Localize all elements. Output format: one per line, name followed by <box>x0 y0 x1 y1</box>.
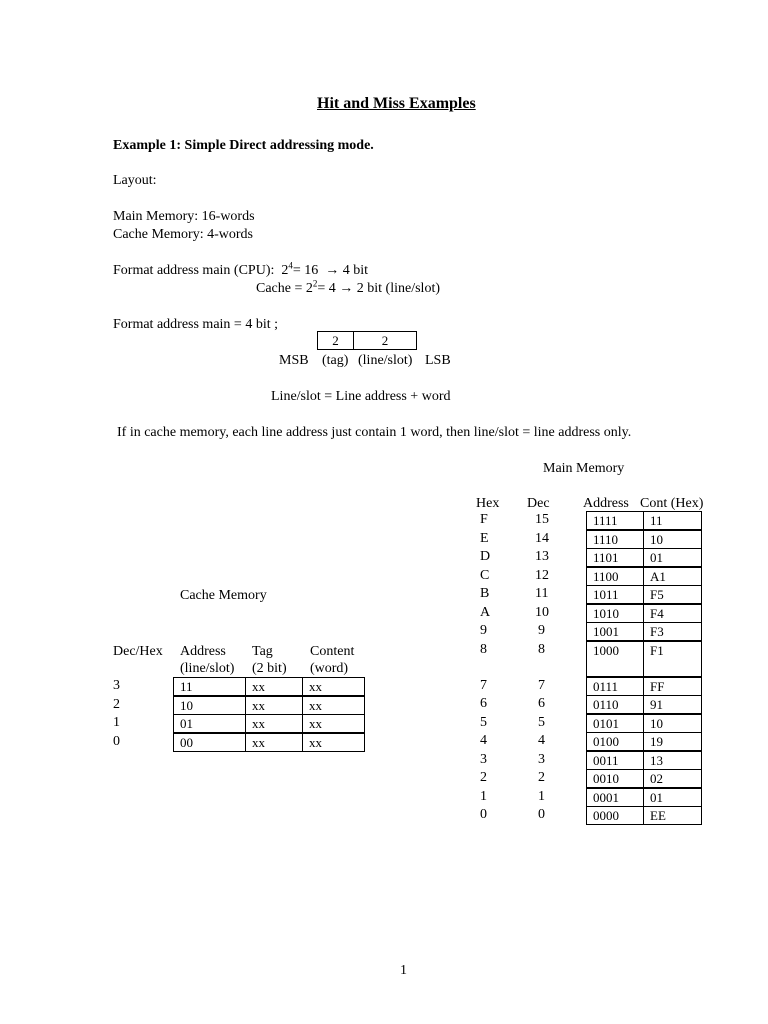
cache-cell-address: 00 <box>173 733 246 752</box>
arrow-right-icon: → <box>339 281 354 296</box>
address-format-box <box>317 331 417 350</box>
mm-cell-address: 0011 <box>586 751 644 770</box>
mm-row-hex: B <box>480 586 490 601</box>
mm-row-dec: 3 <box>538 752 545 767</box>
mm-row-dec: 10 <box>535 605 549 620</box>
mm-row-hex: 8 <box>480 642 487 657</box>
msb-label: MSB <box>279 353 309 368</box>
mm-cell-cont: FF <box>643 677 702 696</box>
cache-header-dechex: Dec/Hex <box>113 644 163 659</box>
cache-prefix: Cache = <box>256 281 306 296</box>
cache-cell-content: xx <box>302 733 365 752</box>
lsb-label: LSB <box>425 353 451 368</box>
mm-cell-address: 1101 <box>586 548 644 567</box>
mm-cell-address: 0001 <box>586 788 644 807</box>
mm-header-hex: Hex <box>476 496 500 511</box>
mm-cell-address: 0010 <box>586 769 644 788</box>
format-address-main-line <box>113 262 368 280</box>
cache-base: 2 <box>305 281 313 296</box>
mm-row-hex: E <box>480 531 489 546</box>
mm-cell-address: 1011 <box>586 585 644 604</box>
cache-cell-address: 10 <box>173 696 246 715</box>
arrow-right-icon: → <box>325 263 340 278</box>
cache-cell-content: xx <box>302 696 365 715</box>
mm-row-hex: A <box>480 605 491 620</box>
mm-row-dec: 8 <box>538 642 545 657</box>
mm-header-address: Address <box>583 496 629 511</box>
mm-row-hex: 9 <box>480 623 487 638</box>
mm-cell-cont: F1 <box>643 641 702 677</box>
mm-row-dec: 15 <box>535 512 549 527</box>
mm-cell-cont: F5 <box>643 585 702 604</box>
mm-row-hex: 4 <box>480 733 487 748</box>
mm-cell-cont: 02 <box>643 769 702 788</box>
line-slot-formula: Line/slot = Line address + word <box>271 389 451 404</box>
mm-cell-cont: 13 <box>643 751 702 770</box>
cache-header-address: Address <box>180 644 226 659</box>
mm-cell-address: 1000 <box>586 641 644 677</box>
cache-cell-address: 01 <box>173 714 246 733</box>
mm-row-hex: C <box>480 568 490 583</box>
layout-label: Layout: <box>113 173 157 188</box>
mm-cell-cont: 01 <box>643 788 702 807</box>
mm-cell-cont: 91 <box>643 695 702 714</box>
mm-cell-address: 1100 <box>586 567 644 586</box>
mm-cell-address: 1010 <box>586 604 644 623</box>
mm-cell-address: 0110 <box>586 695 644 714</box>
cache-cell-tag: xx <box>245 714 303 733</box>
page-number: 1 <box>400 963 407 978</box>
mm-cell-cont: A1 <box>643 567 702 586</box>
main-memory-size: Main Memory: 16-words <box>113 209 255 224</box>
mm-row-dec: 6 <box>538 696 545 711</box>
mm-cell-address: 0111 <box>586 677 644 696</box>
mm-row-hex: 1 <box>480 789 487 804</box>
cache-memory-size: Cache Memory: 4-words <box>113 227 253 242</box>
mm-cell-cont: 10 <box>643 530 702 549</box>
format-cache-line <box>256 280 440 298</box>
format-prefix: Format address main (CPU): <box>113 263 275 278</box>
mm-cell-address: 0100 <box>586 732 644 751</box>
mm-row-dec: 5 <box>538 715 545 730</box>
mm-cell-cont: F3 <box>643 622 702 641</box>
mm-row-dec: 14 <box>535 531 549 546</box>
mm-cell-cont: EE <box>643 806 702 825</box>
mm-header-cont: Cont (Hex) <box>640 496 704 511</box>
mm-row-hex: F <box>480 512 488 527</box>
cache-row-dec: 2 <box>113 697 120 712</box>
cache-cell-tag: xx <box>245 696 303 715</box>
format-base: 2 <box>281 263 289 278</box>
mm-cell-address: 1110 <box>586 530 644 549</box>
mm-row-hex: 3 <box>480 752 487 767</box>
cache-cell-tag: xx <box>245 677 303 696</box>
page-title: Hit and Miss Examples <box>317 95 476 112</box>
format-exponent: 4 <box>288 260 293 271</box>
mm-cell-cont: F4 <box>643 604 702 623</box>
cache-result: 2 bit (line/slot) <box>356 281 440 296</box>
cache-header-content: Content <box>310 644 355 659</box>
tag-bits-cell: 2 <box>332 333 339 348</box>
cache-memory-title: Cache Memory <box>180 588 267 603</box>
cache-cell-content: xx <box>302 677 365 696</box>
cache-rest: = 4 <box>317 281 336 296</box>
mm-row-dec: 0 <box>538 807 545 822</box>
cache-header-tag-sub: (2 bit) <box>252 661 287 676</box>
cache-row-dec: 1 <box>113 715 120 730</box>
mm-row-dec: 13 <box>535 549 549 564</box>
cache-header-tag: Tag <box>252 644 273 659</box>
mm-row-dec: 11 <box>535 586 549 601</box>
format-rest: = 16 <box>292 263 319 278</box>
example-heading: Example 1: Simple Direct addressing mode. <box>113 138 374 153</box>
mm-row-dec: 9 <box>538 623 545 638</box>
mm-row-hex: 7 <box>480 678 487 693</box>
cache-row-dec: 3 <box>113 678 120 693</box>
mm-row-hex: 6 <box>480 696 487 711</box>
cache-exponent: 2 <box>312 278 318 289</box>
cache-header-address-sub: (line/slot) <box>180 661 235 676</box>
format-result: 4 bit <box>342 263 369 278</box>
main-memory-title: Main Memory <box>543 461 625 476</box>
cache-cell-tag: xx <box>245 733 303 752</box>
mm-header-dec: Dec <box>527 496 550 511</box>
tag-label: (tag) <box>322 353 349 368</box>
cache-row-dec: 0 <box>113 734 120 749</box>
mm-cell-address: 0101 <box>586 714 644 733</box>
mm-row-hex: 2 <box>480 770 487 785</box>
mm-row-dec: 1 <box>538 789 545 804</box>
mm-row-dec: 2 <box>538 770 545 785</box>
cache-note: If in cache memory, each line address just contain 1 word, then line/slot = line address only. <box>117 425 632 440</box>
mm-row-dec: 4 <box>538 733 545 748</box>
cache-cell-content: xx <box>302 714 365 733</box>
format-main-4bit: Format address main = 4 bit ; <box>113 317 278 332</box>
mm-cell-address: 1111 <box>586 511 644 530</box>
line-slot-label: (line/slot) <box>358 353 413 368</box>
cache-cell-address: 11 <box>173 677 246 696</box>
mm-row-hex: D <box>480 549 491 564</box>
mm-row-hex: 0 <box>480 807 487 822</box>
line-bits-cell: 2 <box>353 332 416 349</box>
mm-row-hex: 5 <box>480 715 487 730</box>
mm-cell-cont: 19 <box>643 732 702 751</box>
mm-row-dec: 12 <box>535 568 549 583</box>
cache-header-content-sub: (word) <box>310 661 349 676</box>
mm-cell-address: 0000 <box>586 806 644 825</box>
mm-cell-cont: 01 <box>643 548 702 567</box>
mm-cell-cont: 11 <box>643 511 702 530</box>
mm-cell-cont: 10 <box>643 714 702 733</box>
mm-row-dec: 7 <box>538 678 545 693</box>
mm-cell-address: 1001 <box>586 622 644 641</box>
